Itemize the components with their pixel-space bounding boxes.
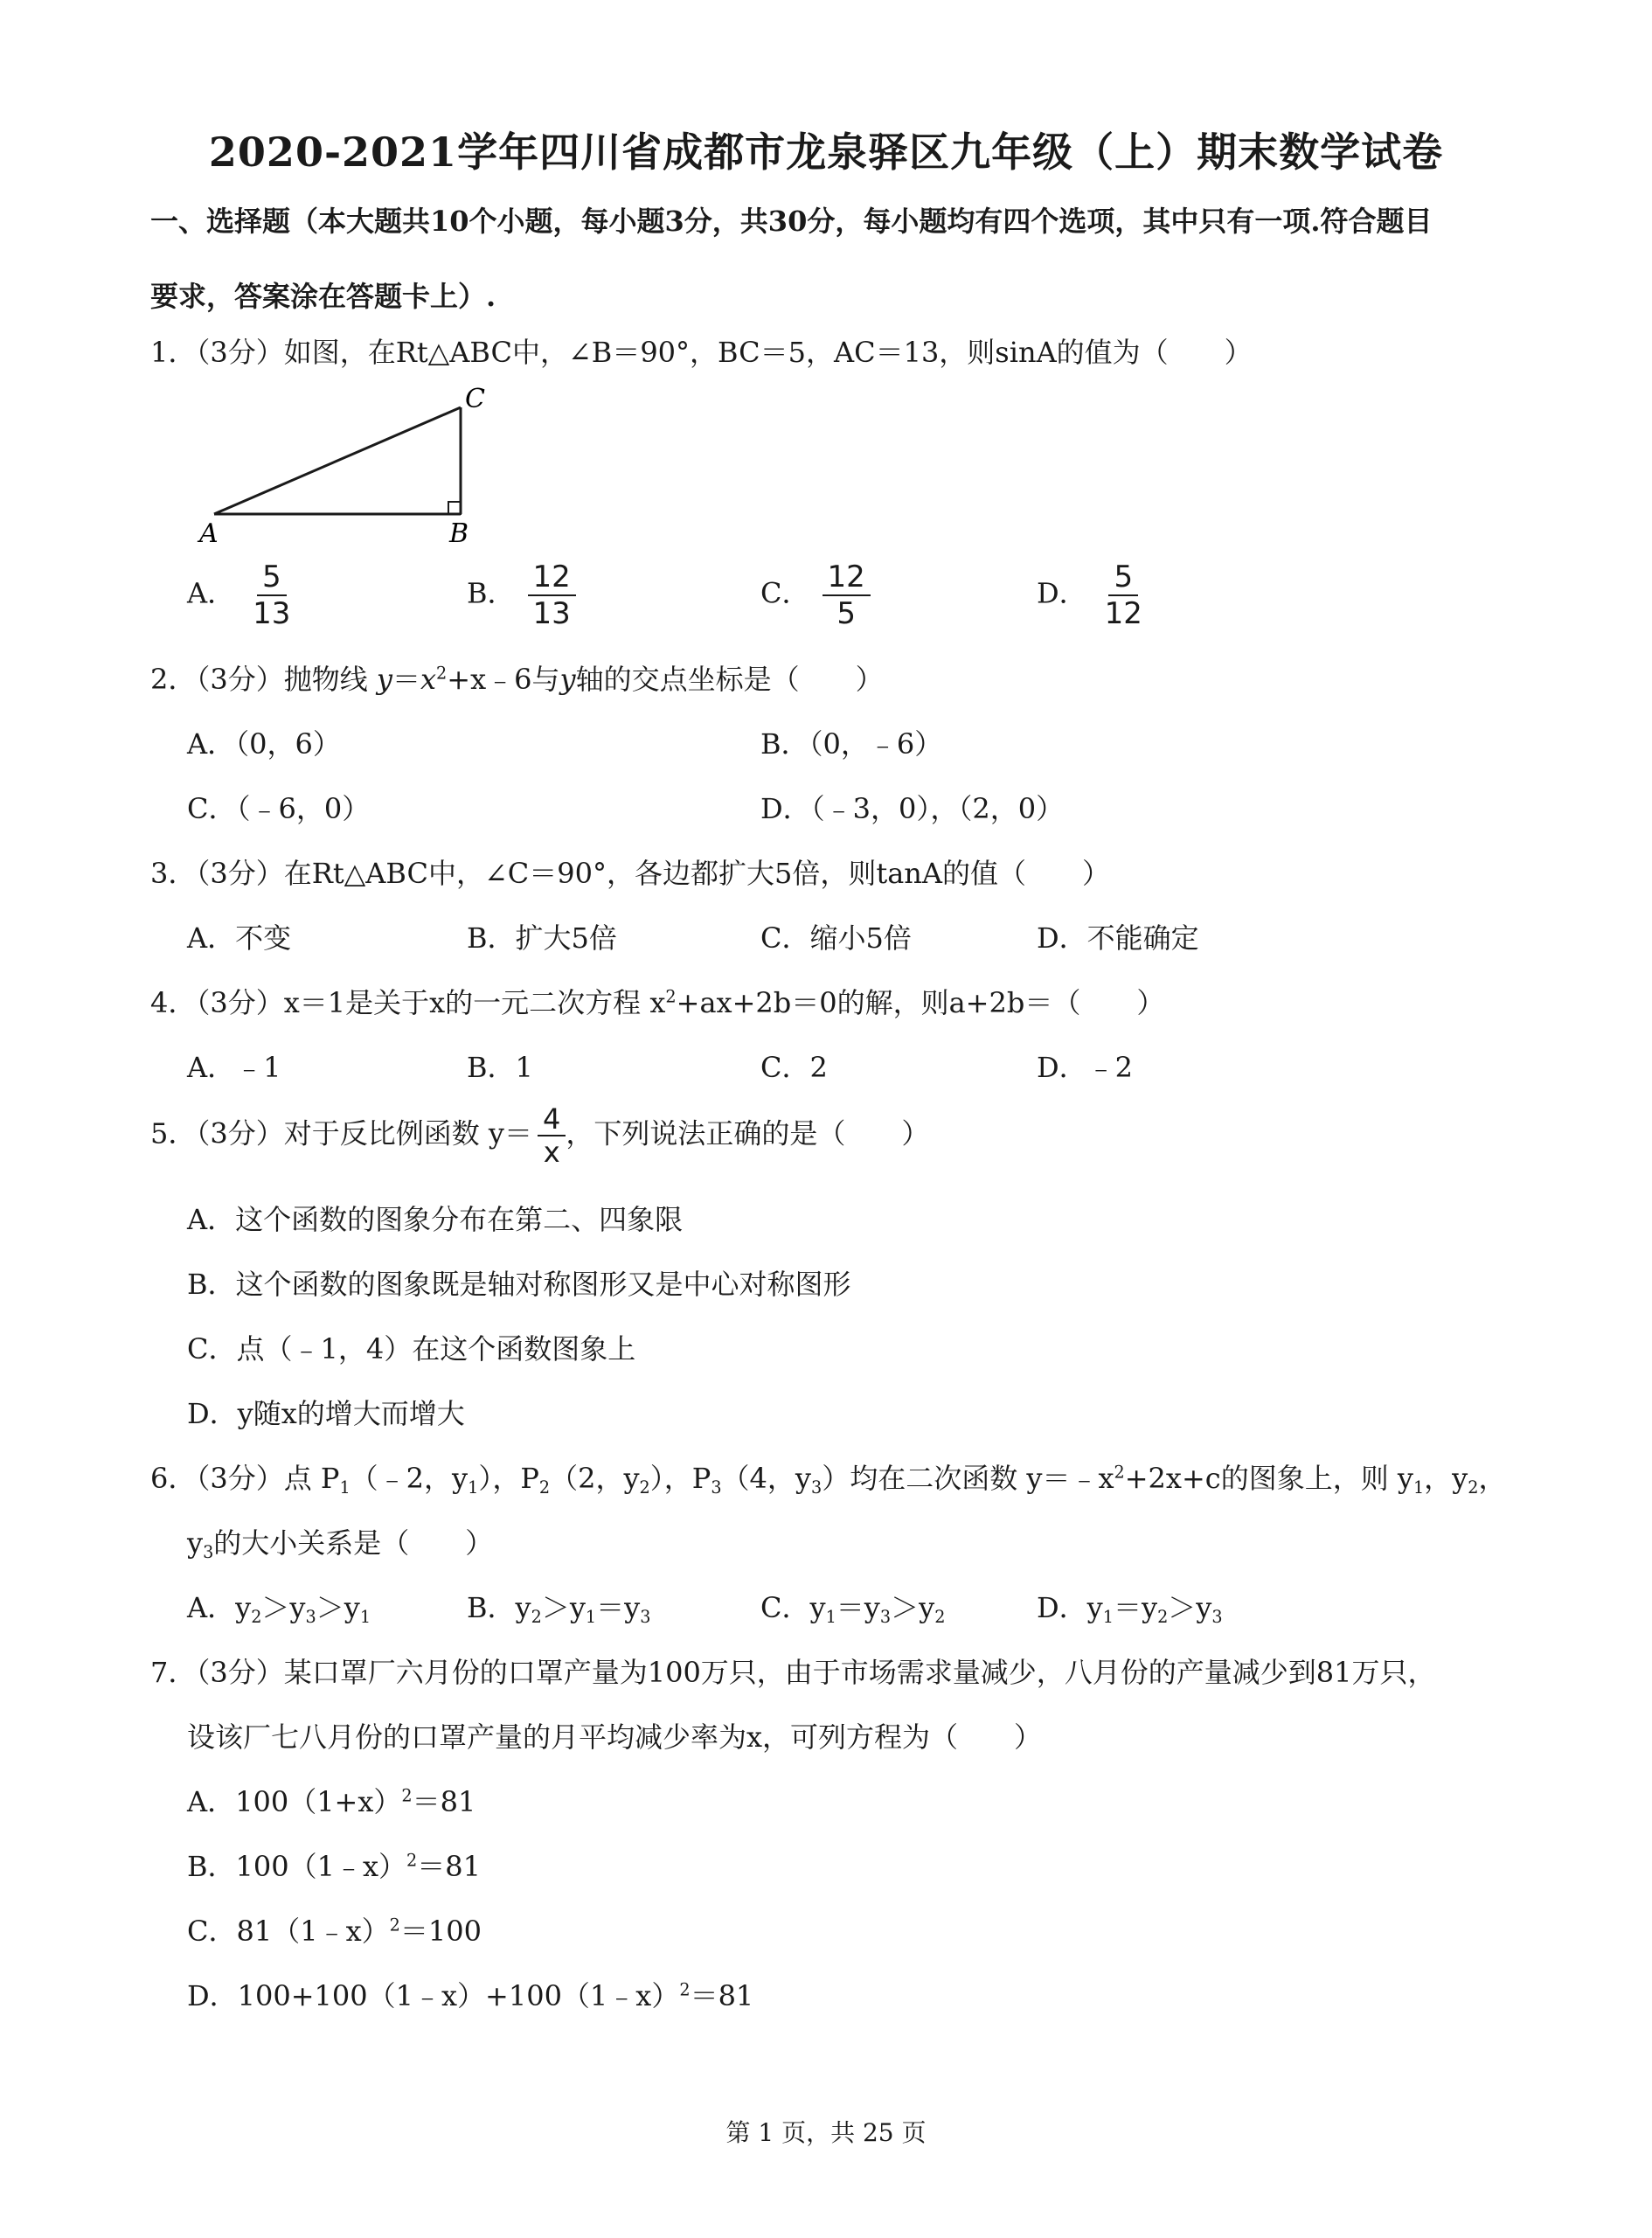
fraction [528, 560, 576, 631]
q7-option-a[interactable]: A．$100(1+x)^2=81$ [187, 1785, 476, 1818]
right-angle-mark [448, 502, 461, 514]
q6-option-a[interactable]: A．$y_2>y_3>y_1$ [187, 1591, 371, 1627]
q6-option-b[interactable]: B．$y_2>y_1=y_3$ [467, 1591, 651, 1627]
option-label: C． [760, 576, 810, 610]
question-6-stem-line1: 6．（3分）点 $P_1(﹣2$，$y_1$），$P_2(2$，$y_2$），$P_3(4$，$y_3$）均在二次函数 $y=﹣x^2+2x+c$的图象上，则 $y_1$，$y_2$， [150, 1462, 1507, 1498]
numerator: 12 [823, 560, 871, 596]
question-6-stem-line2: $y_3$的大小关系是（ ） [187, 1526, 494, 1562]
q4-option-a[interactable]: A．﹣1 [187, 1051, 281, 1084]
option-label: B． [467, 576, 516, 610]
q5-option-c[interactable]: C．点（﹣1，4）在这个函数图象上 [187, 1332, 636, 1366]
q4-option-c[interactable]: C．2 [760, 1051, 828, 1084]
q2-option-d[interactable]: D．（﹣3，0），（2，0） [760, 792, 1065, 825]
numerator: 12 [528, 560, 576, 596]
page-title: 2020-2021学年四川省成都市龙泉驿区九年级（上）期末数学试卷 [208, 129, 1444, 176]
denominator: 12 [1104, 596, 1142, 631]
q3-option-d[interactable]: D．不能确定 [1037, 921, 1199, 955]
fraction [823, 560, 871, 631]
side-ac [214, 407, 461, 514]
page-footer: 第 1 页，共 25 页 [725, 2118, 927, 2147]
q6-option-c[interactable]: C．$y_1=y_3>y_2$ [760, 1591, 946, 1627]
q3-option-b[interactable]: B．扩大5倍 [467, 921, 617, 955]
q7-option-c[interactable]: C．81（1﹣x）$^2$＝100 [187, 1915, 482, 1948]
q6-option-d[interactable]: D．$y_1=y_2>y_3$ [1037, 1591, 1223, 1627]
denominator: 13 [253, 596, 291, 631]
numerator: 5 [1108, 560, 1138, 596]
q4-option-d[interactable]: D．﹣2 [1037, 1051, 1134, 1084]
triangle-figure [192, 385, 507, 551]
denominator: x [543, 1136, 560, 1169]
q5-option-b[interactable]: B．这个函数的图象既是轴对称图形又是中心对称图形 [187, 1268, 851, 1301]
q2-option-b[interactable]: B．（0，﹣6） [760, 727, 943, 761]
q2-option-a[interactable]: A．（0，6） [187, 727, 341, 761]
q4-option-b[interactable]: B．1 [467, 1051, 533, 1084]
denominator: 5 [836, 596, 856, 631]
fraction [247, 560, 295, 631]
numerator: 4 [538, 1103, 566, 1136]
section-heading [150, 184, 1514, 334]
section-heading-line1: 一、选择题（本大题共10个小题，每小题3分，共30分，每小题均有四个选项，其中只有一项.符合题目 [150, 205, 1433, 238]
numerator: 5 [257, 560, 287, 596]
q1-option-b[interactable] [467, 560, 576, 631]
q5-option-a[interactable]: A．这个函数的图象分布在第二、四象限 [187, 1203, 684, 1236]
q3-option-a[interactable]: A．不变 [187, 921, 292, 955]
denominator: 13 [532, 596, 571, 631]
vertex-a-label: A [199, 518, 219, 549]
q3-option-c[interactable]: C．缩小5倍 [760, 921, 912, 955]
q1-option-d[interactable] [1037, 560, 1148, 631]
question-1-stem: 1．（3分）如图，在Rt△ABC中，∠B＝90°，BC＝5，AC＝13，则sinA的值为（ ） [150, 336, 1253, 369]
q1-option-c[interactable] [760, 560, 871, 631]
fraction [538, 1103, 566, 1168]
section-heading-line2: 要求，答案涂在答题卡上）. [150, 280, 496, 313]
question-4-stem: 4．（3分）x＝1是关于x的一元二次方程 $x^2+ax+2b=0$的解，则a+2b＝（ ） [150, 986, 1165, 1019]
q7-option-d[interactable]: D．100+100（1﹣x）+100（1﹣x）$^2$＝81 [187, 1979, 754, 2012]
option-label: A． [187, 576, 236, 610]
q1-option-a[interactable] [187, 560, 295, 631]
question-7-stem-line1: 7．（3分）某口罩厂六月份的口罩产量为100万只，由于市场需求量减少，八月份的产量减少到81万只， [150, 1656, 1436, 1689]
question-2-stem: 2．（3分）抛物线 $y=x^2+x﹣6$与y轴的交点坐标是（ ） [150, 663, 884, 696]
question-7-stem-line2: 设该厂七八月份的口罩产量的月平均减少率为x，可列方程为（ ） [187, 1720, 1043, 1754]
question-3-stem: 3．（3分）在Rt△ABC中，∠C＝90°，各边都扩大5倍，则tanA的值（ ） [150, 857, 1111, 890]
q7-option-b[interactable]: B．100（1﹣x）$^2$＝81 [187, 1850, 481, 1883]
option-label: D． [1037, 576, 1087, 610]
question-5-stem: 5．（3分）对于反比例函数 y＝ $\frac{4}{x}$ ，下列说法正确的是（ ） [150, 1102, 930, 1169]
q2-option-c[interactable]: C．（﹣6，0） [187, 792, 371, 825]
vertex-c-label: C [465, 385, 485, 414]
vertex-b-label: B [449, 518, 469, 549]
q5-option-d[interactable]: D．y随x的增大而增大 [187, 1397, 465, 1430]
fraction [1100, 560, 1148, 631]
